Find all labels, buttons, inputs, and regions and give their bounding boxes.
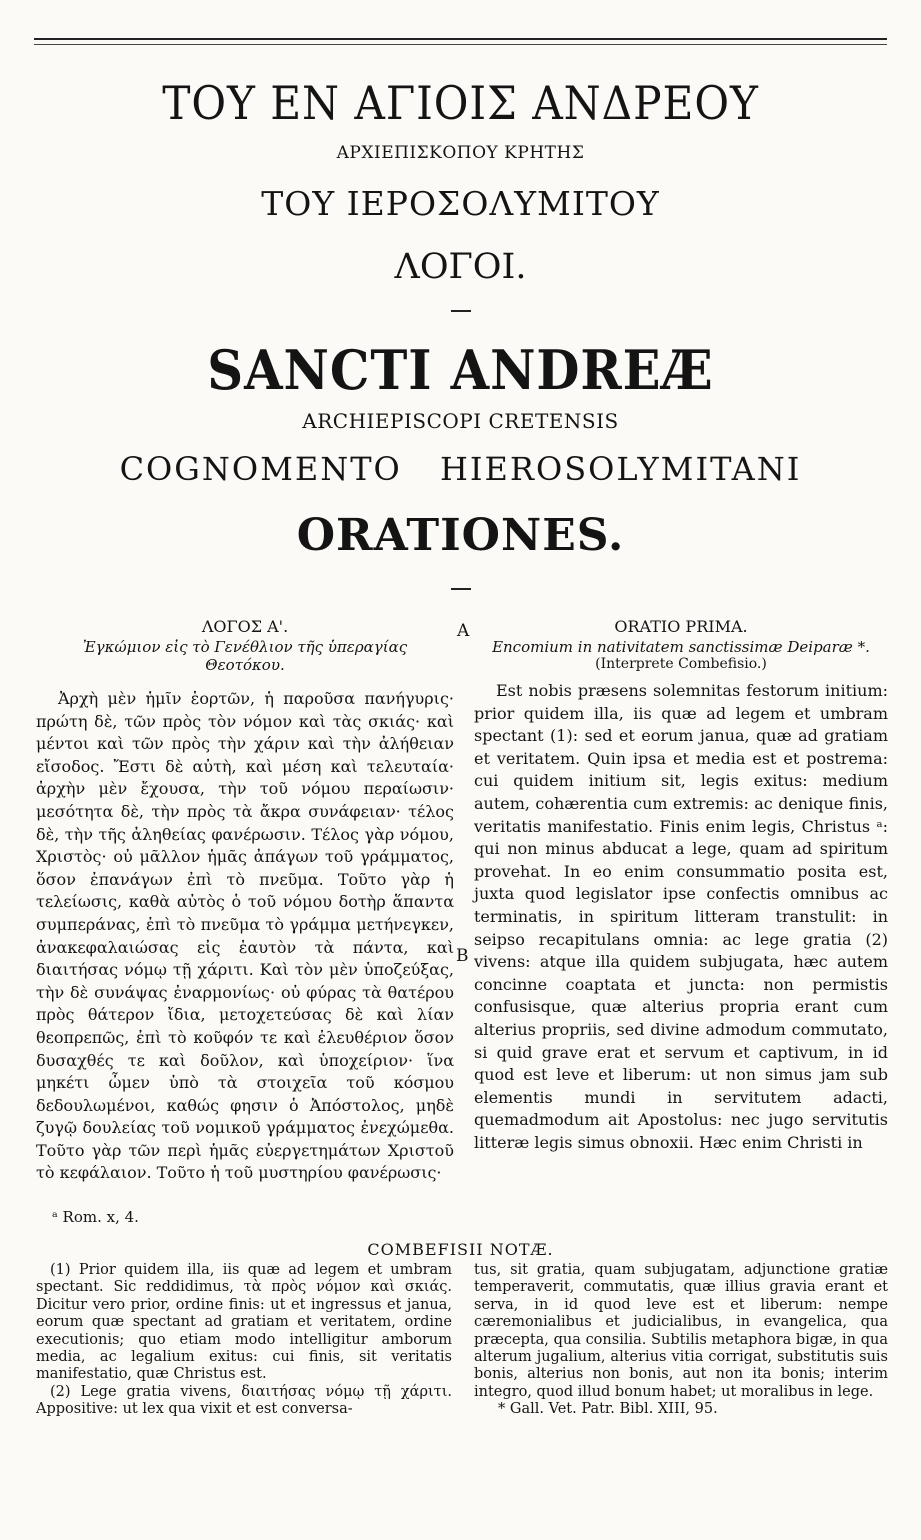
divider-dash xyxy=(451,310,471,312)
greek-text xyxy=(36,688,454,1185)
footnote: ᵃ Rom. x, 4. xyxy=(52,1208,139,1226)
latin-text xyxy=(474,680,888,1154)
latin-paragraph: Est nobis præsens solemnitas festorum initium: prior quidem illa, iis quæ ad legem et umbram spectant (1): sed et eorum janua, quæ ad gratiam et veritatem. Quin ipsa et media est et postrema: cui quidem initium sit, legis exitus: medium autem, cohærentia cum extremis: ac denique finis, veritatis manifestatio. Finis enim legis, Christus ᵃ: qui non minus abducat a lege, quam ad spiritum provehat. In eo enim consummatio posita est, juxta quod legislator ipse confectis omnibus ac terminatis, in spiritum litteram transtulit: in seipso recapitulans omnia: ac lege gratia (2) vivens: atque illa quidem subjugata, hæc autem concinne coaptata et juncta: non permistis confusisque, quæ alterius propria erant cum alterius propriis, sed divine admodum commutato, si quid grave erat et servum et captivum, in id quod est leve et liberum: ut non simus jam sub elementis mundi in servitutem adacti, quemadmodum ait Apostolus: nec jugo servitutis litteræ legis simus obnoxii. Hæc enim Christi in xyxy=(474,681,888,1152)
divider-dash xyxy=(451,588,471,590)
latin-column-subheading: Encomium in nativitatem sanctissimæ Deiparæ *. xyxy=(492,638,870,656)
notes-left-column xyxy=(36,1262,452,1419)
greek-column xyxy=(36,617,454,1185)
margin-letter-b: B xyxy=(456,946,469,966)
notes-title: COMBEFISII NOTÆ. xyxy=(367,1240,554,1259)
latin-name: COGNOMENTO HIEROSOLYMITANI xyxy=(119,450,802,488)
note-1: (1) Prior quidem illa, iis quæ ad legem et umbram spectant. Sic reddidimus, τὰ πρὸς νόμον καὶ σκιάς. Dicitur vero prior, ordine finis: ut et ingressus et janua, eorum quæ spectant ad gratiam et veritatem, ordine executionis; quo etiam modo intelligitur amborum media, ac legalium exitus: cui finis, sit veritatis manifestatio, quæ Christus est. xyxy=(36,1262,452,1383)
greek-name: ΤΟΥ ΙΕΡΟΣΟΛΥΜΙΤΟΥ xyxy=(261,184,660,223)
latin-column-heading: ORATIO PRIMA. xyxy=(614,617,748,636)
note-2: (2) Lege gratia vivens, διαιτήσας νόμῳ τῇ χάριτι. Appositive: ut lex qua vixit et est conversa- xyxy=(36,1383,452,1418)
top-rule xyxy=(34,38,887,45)
greek-title: ΤΟΥ ΕΝ ΑΓΙΟΙΣ ΑΝΔΡΕΟΥ xyxy=(162,76,759,130)
greek-subtitle: ΑΡΧΙΕΠΙΣΚΟΠΟΥ ΚΡΗΤΗΣ xyxy=(336,143,585,163)
latin-orationes: ORATIONES. xyxy=(296,510,625,561)
greek-column-heading: ΛΟΓΟΣ Α'. xyxy=(201,617,289,636)
latin-title: SANCTI ANDREÆ xyxy=(207,338,714,402)
notes-right-column xyxy=(474,1262,888,1419)
note-continuation: tus, sit gratia, quam subjugatam, adjunctione gratiæ temperaverit, commutatis, quæ illius gravia erant et serva, in id quod leve est et liberum: nempe cæremonialibus et judicialibus, in evangelica, qua præcepta, qua consilia. Subtilis metaphora bigæ, in qua alterum jugalium, alterius vitia corrigat, substitutis suis bonis, alterius non bonis, aut non ita bonis; interim integro, quod illud bonum habet; ut moralibus in lege. xyxy=(474,1262,888,1400)
greek-paragraph: Ἀρχὴ μὲν ἡμῖν ἑορτῶν, ἡ παροῦσα πανήγυρις· πρώτη δὲ, τῶν πρὸς τὸν νόμον καὶ τὰς σκιάς· καὶ μέντοι καὶ τῶν πρὸς τὴν χάριν καὶ τὴν ἀλήθειαν εἴσοδος. Ἔστι δὲ αὐτὴ, καὶ μέση καὶ τελευταία· ἀρχὴν μὲν ἔχουσα, τὴν τοῦ νόμου περαίωσιν· μεσότητα δὲ, τὴν πρὸς τὰ ἄκρα συνάφειαν· τέλος δὲ, τὴν τῆς ἀληθείας φανέρωσιν. Τέλος γὰρ νόμου, Χριστὸς· οὐ μᾶλλον ἡμᾶς ἀπάγων τοῦ γράμματος, ὅσον ἐπανάγων ἐπὶ τὸ πνεῦμα. Τοῦτο γὰρ ἡ τελείωσις, καθὰ αὐτὸς ὁ τοῦ νόμου δοτὴρ ἅπαντα συμπεράνας, ἐπὶ τὸ πνεῦμα τὸ γράμμα μετήνεγκεν, ἀνακεφαλαιώσας εἰς ἑαυτὸν τὰ πάντα, καὶ διαιτήσας νόμῳ τῇ χάριτι. Καὶ τὸν μὲν ὑποζεύξας, τὴν δὲ συνάψας ἐναρμονίως· οὐ φύρας τὰ θατέρου πρὸς θάτερον ἴδια, μετοχετεύσας δὲ καὶ λίαν θεοπρεπῶς, ἐπὶ τὸ κοῦφόν τε καὶ ἐλευθέριον ὅσον δυσαχθές τε καὶ δοῦλον, καὶ ὑποχείριον· ἵνα μηκέτι ὦμεν ὑπὸ τὰ στοιχεῖα τοῦ κόσμου δεδουλωμένοι, καθώς φησιν ὁ Ἀπόστολος, μηδὲ ζυγῷ δουλείας τοῦ νομικοῦ γράμματος ἐνεχώμεθα. Τοῦτο γὰρ τῶν περὶ ἡμᾶς εὐεργετημάτων Χριστοῦ τὸ κεφάλαιον. Τοῦτο ἡ τοῦ μυστηρίου φανέρωσις· xyxy=(36,689,454,1183)
latin-column xyxy=(474,617,888,1154)
interpreter-note: (Interprete Combefisio.) xyxy=(595,656,767,672)
bibliographic-reference: * Gall. Vet. Patr. Bibl. XIII, 95. xyxy=(498,1401,718,1418)
greek-column-subheading: Ἐγκώμιον εἰς τὸ Γενέθλιον τῆς ὑπεραγίας Θεοτόκου. xyxy=(82,638,408,674)
margin-letter-a: A xyxy=(457,621,470,641)
latin-subtitle: ARCHIEPISCOPI CRETENSIS xyxy=(302,409,619,433)
greek-logoi: ΛΟΓΟΙ. xyxy=(394,247,527,287)
